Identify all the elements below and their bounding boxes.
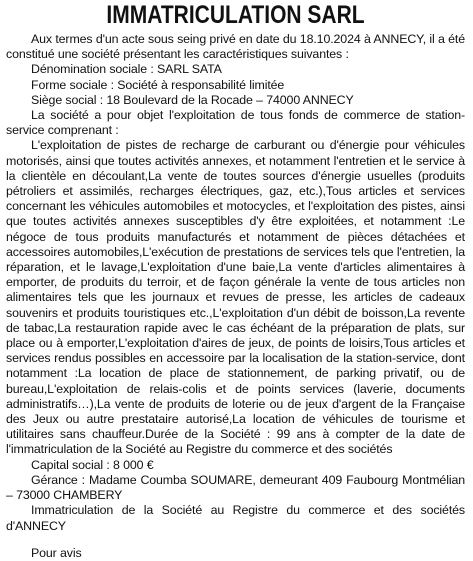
capital-line: Capital social : 8 000 € xyxy=(31,457,154,472)
company-fields xyxy=(6,62,465,108)
denomination-line: Dénomination sociale : SARL SATA xyxy=(31,62,222,77)
spacer xyxy=(6,534,465,546)
siege-line: Siège social : 18 Boulevard de la Rocade – 74000 ANNECY xyxy=(31,92,354,107)
immatriculation-line: Immatriculation de la Société au Registre du commerce et des sociétés d'ANNECY xyxy=(6,503,465,533)
objet-detail-paragraph: L'exploitation de pistes de recharge de carburant ou d'énergie pour véhicules motorisés, ainsi que toutes activités annexes, et notamment l'entretien et le service à la clientèle en découlant,La vente de toutes sources d'énergie usuelles (produits pétroliers et assimilés, recharges électriques, gaz, etc.),Tous articles et services concernant les véhicules automobiles et motocycles, et l'exploitation des pistes, ainsi que toutes activités annexes susceptibles d'y être exploitées, et notamment :Le négoce de tous produits manufacturés et notamment de pièces détachées et accessoires automobiles,L'exécution de prestations de services tels que l'entretien, la réparation, et le lavage,L'exploitation d'une baie,La vente d'articles alimentaires à emporter, de produits du terroir, et de façon générale la vente de tous articles non alimentaires tels que les journaux et revues de presse, les articles de cadeaux souvenirs et produits touristiques etc.,L'exploitation d'un débit de boisson,La revente de tabac,La restauration rapide avec le cas échéant de la préparation de plats, sur place ou à emporter,L'exploitation d'aires de jeux, de points de loisirs,Tous articles et services rendus possibles en accessoire par la localisation de la station-service, dont notamment :La location de place de stationnement, de parking privatif, ou de bureau,L'exploitation de relais-colis et de points services (laverie, documents administratifs…),La vente de produits de loterie ou de jeux d'argent de la Française des Jeux ou autre prestataire autorisé,La location de véhicules de tourisme et utilitaires sans chauffeur.Durée de la Société : 99 ans à compter de la date de l'immatriculation de la Société au Registre du commerce et des sociétés xyxy=(6,138,465,457)
intro-paragraph: Aux termes d'un acte sous seing privé en date du 18.10.2024 à ANNECY, il a été constitué une société présentant les caractéristiques suivantes : xyxy=(6,32,465,62)
signature-line: Pour avis xyxy=(31,545,82,560)
objet-intro-paragraph: La société a pour objet l'exploitation de tous fonds de commerce de station-service comprenant : xyxy=(6,108,465,138)
forme-line: Forme sociale : Société à responsabilité limitée xyxy=(31,77,285,92)
gerance-paragraph: Gérance : Madame Coumba SOUMARE, demeurant 409 Faubourg Montmélian – 73000 CHAMBERY xyxy=(6,472,465,503)
notice-title: IMMATRICULATION SARL xyxy=(106,1,365,29)
